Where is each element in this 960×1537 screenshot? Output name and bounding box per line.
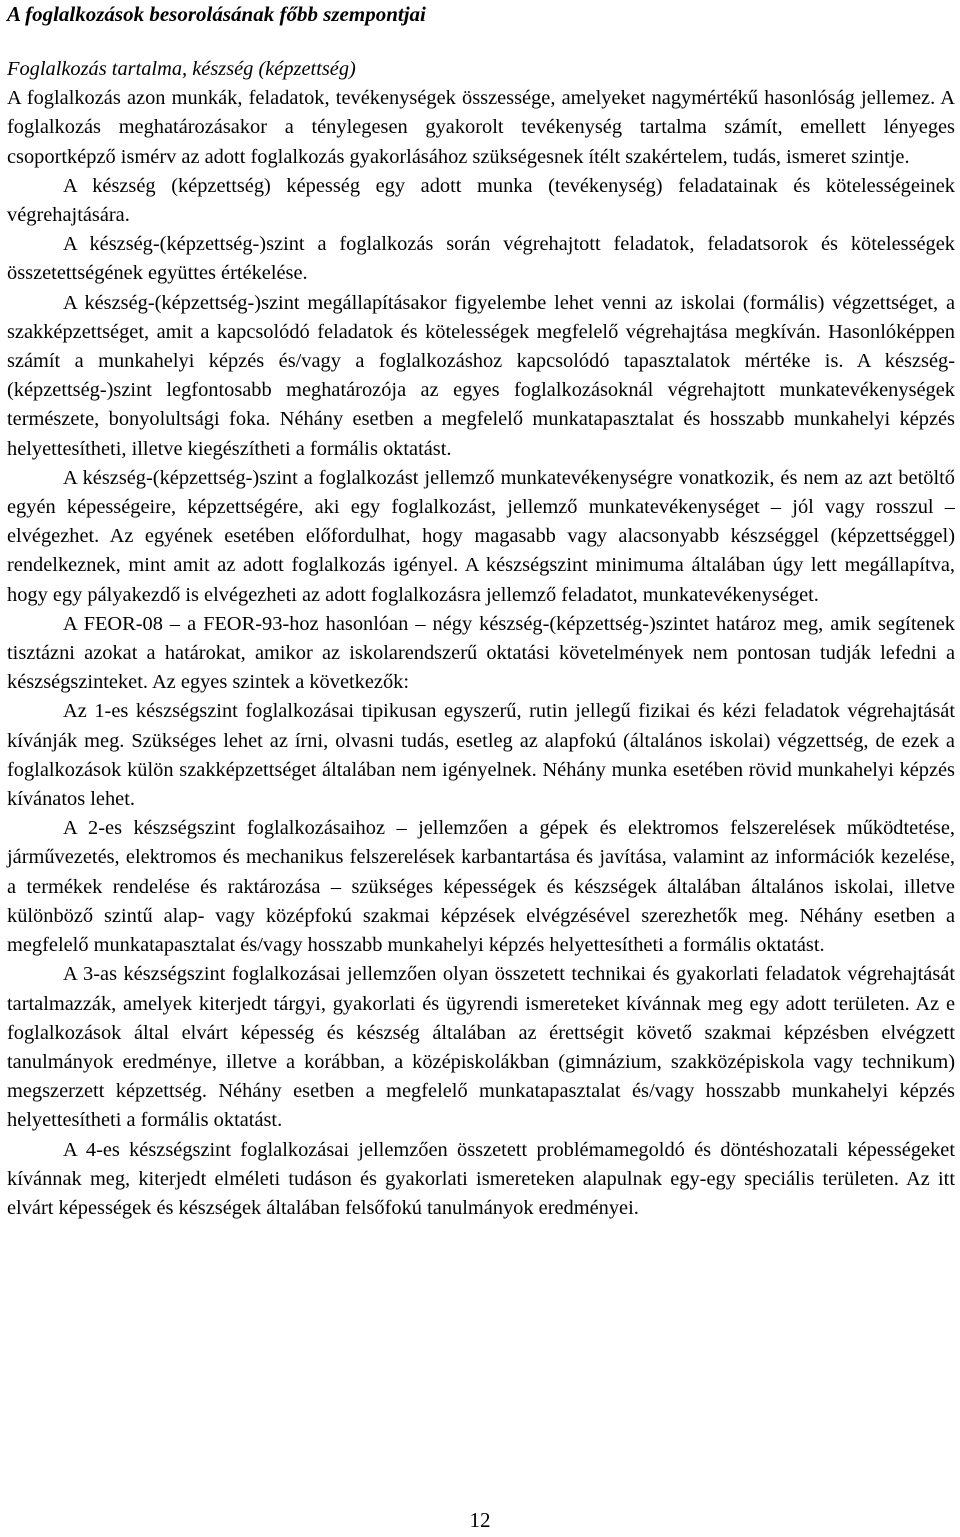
paragraph: A 4-es készségszint foglalkozásai jellemzően összetett problémamegoldó és döntéshozatali képességeket kívánnak meg, kiterjedt elméleti tudáson és gyakorlati ismereteken alapulnak egy-egy speciális területen. Az itt elvárt képességek és készségek általában felsőfokú tanulmányok eredményei. (7, 1138, 955, 1219)
paragraph: A készség-(képzettség-)szint a foglalkozás során végrehajtott feladatok, feladatsorok és kötelességek összetettségének együttes értékelése. (7, 233, 955, 285)
paragraph: Az 1-es készségszint foglalkozásai tipikusan egyszerű, rutin jellegű fizikai és kézi feladatok végrehajtását kívánják meg. Szükséges lehet az írni, olvasni tudás, esetleg az alapfokú (általános iskolai) végzettség, de ezek a foglalkozások külön szakképzettséget általában nem igényelnek. Néhány munka esetében rövid munkahelyi képzés kívánatos lehet. (7, 700, 955, 811)
paragraph: A készség-(képzettség-)szint megállapításakor figyelembe lehet venni az iskolai (formális) végzettséget, a szakképzettséget, amit a kapcsolódó feladatok és kötelességek megfelelő végrehajtása megkíván. Hasonlóképpen számít a munkahelyi képzés és/vagy a foglalkozáshoz kapcsolódó tapasztalatok mértéke is. A készség-(képzettség-)szint legfontosabb meghatározója az egyes foglalkozásoknál végrehajtott munkatevékenységek természete, bonyolultsági foka. Néhány esetben a megfelelő munkatapasztalat és hosszabb munkahelyi képzés helyettesítheti, illetve kiegészítheti a formális oktatást. (7, 291, 955, 460)
paragraph: A 3-as készségszint foglalkozásai jellemzően olyan összetett technikai és gyakorlati feladatok végrehajtását tartalmazzák, amelyek kiterjedt tárgyi, gyakorlati és ügyrendi ismereteket kívánnak meg egy adott területen. Az e foglalkozások által elvárt képesség és készség általában az érettségit követő szakmai képzésben elvégzett tanulmányok eredménye, illetve a korábban, a középiskolákban (gimnázium, szakközépiskola vagy technikum) megszerzett képzettség. Néhány esetben a megfelelő munkatapasztalat és/vagy hosszabb munkahelyi képzés helyettesítheti a formális oktatást. (7, 963, 955, 1132)
paragraph: A foglalkozás azon munkák, feladatok, tevékenységek összessége, amelyeket nagymértékű hasonlóság jellemez. A foglalkozás meghatározásakor a ténylegesen gyakorolt tevékenység tartalma számít, emellett lényeges csoportképző ismérv az adott foglalkozás gyakorlásához szükségesnek ítélt szakértelem, tudás, ismeret szintje. (7, 87, 955, 168)
paragraph: A 2-es készségszint foglalkozásaihoz – jellemzően a gépek és elektromos felszerelések működtetése, járművezetés, elektromos és mechanikus felszerelések karbantartása és javítása, valamint az információk kezelése, a termékek rendelése és raktározása – szükséges képességek és készségek általában általános iskolai, illetve különböző szintű alap- vagy középfokú szakmai képzések elvégzésével szerezhetők meg. Néhány esetben a megfelelő munkatapasztalat és/vagy hosszabb munkahelyi képzés helyettesítheti a formális oktatást. (7, 817, 955, 957)
paragraph: A FEOR-08 – a FEOR-93-hoz hasonlóan – négy készség-(képzettség-)szintet határoz meg, amik segítenek tisztázni azokat a határokat, amikor az iskolarendszerű oktatási követelmények nem pontosan tudják lefedni a készségszinteket. Az egyes szintek a következők: (7, 612, 955, 694)
section-heading: A foglalkozások besorolásának főbb szempontjai (7, 2, 426, 26)
page-number: 12 (469, 1508, 491, 1532)
subsection-heading: Foglalkozás tartalma, készség (képzettség) (7, 58, 356, 80)
paragraph: A készség (képzettség) képesség egy adott munka (tevékenység) feladatainak és kötelességeinek végrehajtására. (7, 174, 955, 227)
paragraph: A készség-(képzettség-)szint a foglalkozást jellemző munkatevékenységre vonatkozik, és nem az azt betöltő egyén képességeire, képzettségére, aki egy foglalkozást, jellemző munkatevékenységet – jól vagy rosszul – elvégezhet. Az egyének esetében előfordulhat, hogy magasabb vagy alacsonyabb készséggel (képzettséggel) rendelkeznek, mint amit az adott foglalkozás igényel. A készségszint minimuma általában úgy lett megállapítva, hogy egy pályakezdő is elvégezheti az adott foglalkozásra jellemző feladatot, munkatevékenységet. (7, 466, 955, 606)
document-page (7, 0, 955, 1223)
